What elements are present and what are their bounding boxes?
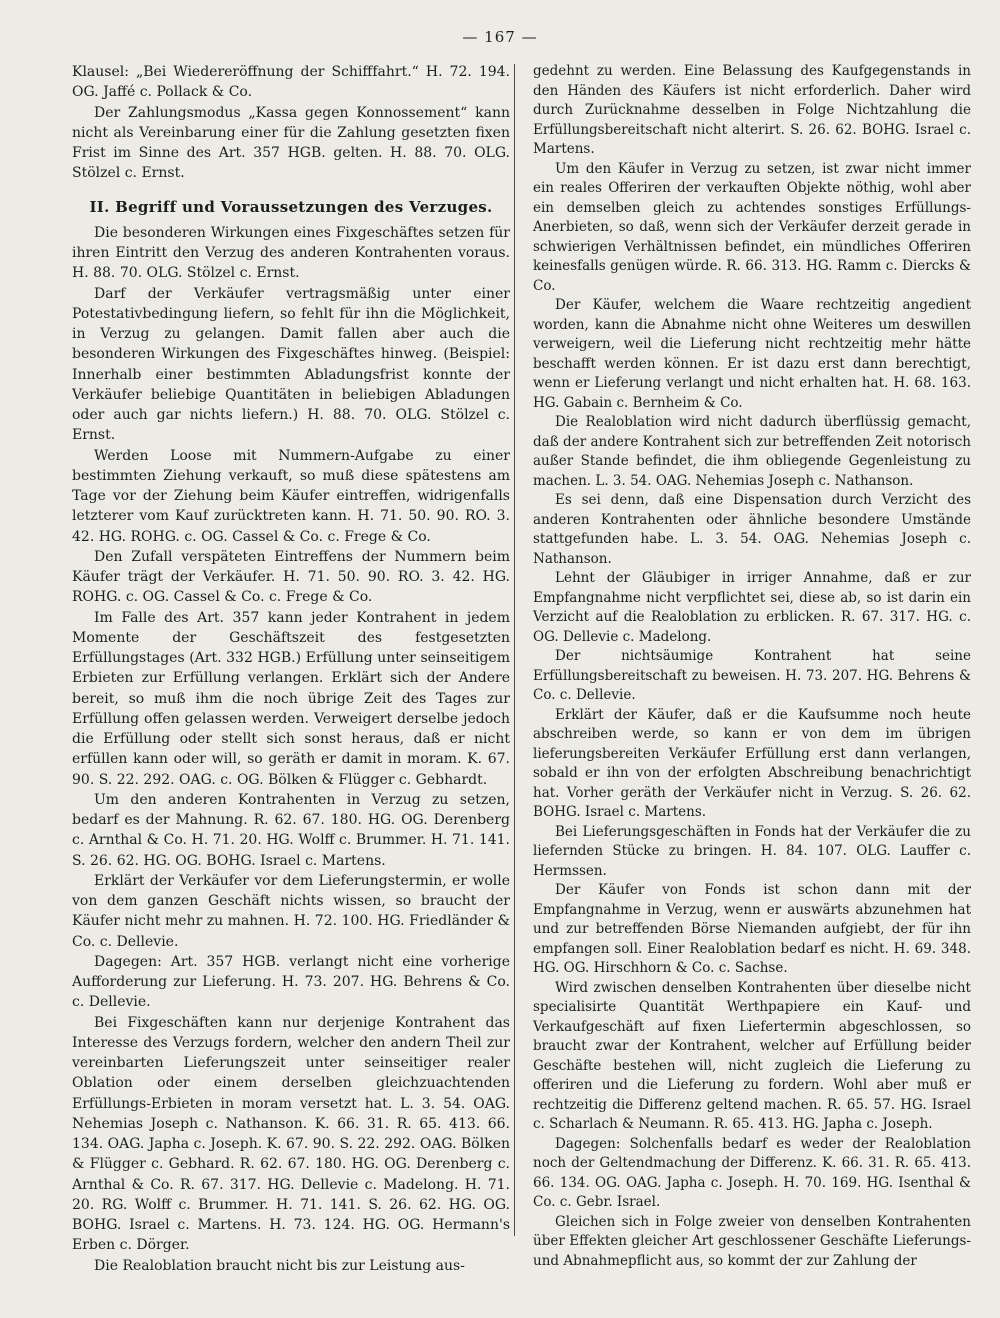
paragraph: Erklärt der Käufer, daß er die Kaufsumme noch heute abschreiben werde, so kann er von dem im übrigen lieferungsbereiten Verkäufer Erfüllung erst dann verlangen, sobald er ihn von der erfolgten Abschreibung benachrichtigt hat. Vorher geräth der Verkäufer nicht in Verzug. S. 26. 62. BOHG. Israel c. Martens. — [533, 706, 971, 820]
paragraph: gedehnt zu werden. Eine Belassung des Kaufgegenstands in den Händen des Käufers ist nicht erforderlich. Daher wird durch Zurücknahme desselben in Folge Nichtzahlung die Erfüllungsbereitschaft nicht alterirt. S. 26. 62. BOHG. Israel c. Martens. — [533, 63, 971, 157]
paragraph: Erklärt der Verkäufer vor dem Lieferungstermin, er wolle von dem ganzen Geschäft nichts wissen, so braucht der Käufer nicht mehr zu mahnen. H. 72. 100. HG. Friedländer & Co. c. Dellevie. — [72, 872, 510, 950]
paragraph: Um den Käufer in Verzug zu setzen, ist zwar nicht immer ein reales Offeriren der verkauften Objekte nöthig, wohl aber ein demselben gleich zu achtendes sonstiges Erfüllungs-Anerbieten, so daß, wenn sich der Verkäufer derzeit gerade in schwierigen Verhältnissen befindet, ein mündliches Offeriren keinesfalls genügen würde. R. 66. 313. HG. Ramm c. Diercks & Co. — [533, 160, 971, 294]
paragraph: Der nichtsäumige Kontrahent hat seine Erfüllungsbereitschaft zu beweisen. H. 73. 207. HG. Behrens & Co. c. Dellevie. — [533, 648, 971, 703]
left-column — [72, 62, 510, 1276]
paragraph: Im Falle des Art. 357 kann jeder Kontrahent in jedem Momente der Geschäftszeit des festgesetzten Erfüllungstages (Art. 332 HGB.) Erfüllung unter seinseitigem Erbieten zur Erfüllung verlangen. Erklärt sich der Andere bereit, so muß ihm die noch übrige Zeit des Tages zur Erfüllung offen gelassen werden. Verweigert derselbe jedoch die Erfüllung oder stellt sich sonst heraus, daß er nicht erfüllen kann oder will, so geräth er damit in moram. K. 67. 90. S. 22. 292. OAG. c. OG. Bölken & Flügger c. Gebhardt. — [72, 609, 510, 788]
intro-paragraph: Der Zahlungsmodus „Kassa gegen Konnossement“ kann nicht als Vereinbarung einer für die Zahlung gesetzten fixen Frist im Sinne des Art. 357 HGB. gelten. H. 88. 70. OLG. Stölzel c. Ernst. — [72, 104, 510, 182]
right-column — [533, 62, 971, 1271]
paragraph: Um den anderen Kontrahenten in Verzug zu setzen, bedarf es der Mahnung. R. 62. 67. 180. HG. OG. Derenberg c. Arnthal & Co. H. 71. 20. HG. Wolff c. Brummer. H. 71. 141. S. 26. 62. HG. OG. BOHG. Israel c. Martens. — [72, 791, 510, 869]
intro-paragraph: Klausel: „Bei Wiedereröffnung der Schifffahrt.“ H. 72. 194. OG. Jaffé c. Pollack & Co. — [72, 64, 510, 101]
paragraph: Gleichen sich in Folge zweier von denselben Kontrahenten über Effekten gleicher Art geschlossener Geschäfte Lieferungs- und Abnahmepflicht aus, so kommt der zur Zahlung der — [533, 1213, 971, 1269]
paragraph: Bei Lieferungsgeschäften in Fonds hat der Verkäufer die zu liefernden Stücke zu bringen. H. 84. 107. OLG. Lauffer c. Hermssen. — [533, 823, 971, 879]
paragraph: Lehnt der Gläubiger in irriger Annahme, daß er zur Empfangnahme nicht verpflichtet sei, diese ab, so ist darin ein Verzicht auf die Realoblation zu erblicken. R. 67. 317. HG. c. OG. Dellevie c. Madelong. — [533, 570, 971, 645]
paragraph: Es sei denn, daß eine Dispensation durch Verzicht des anderen Kontrahenten oder ähnliche besondere Umstände stattgefunden habe. L. 3. 54. OAG. Nehemias Joseph c. Nathanson. — [533, 492, 971, 567]
paragraph: Die Realoblation braucht nicht bis zur Leistung aus- — [94, 1257, 465, 1274]
paragraph: Dagegen: Solchenfalls bedarf es weder der Realoblation noch der Geltendmachung der Differenz. K. 66. 31. R. 65. 413. 66. 134. OG. OAG. Japha c. Joseph. H. 70. 169. HG. Isenthal & Co. c. Gebr. Israel. — [533, 1135, 971, 1210]
column-divider — [514, 64, 515, 1236]
paragraph: Werden Loose mit Nummern-Aufgabe zu einer bestimmten Ziehung verkauft, so muß diese spätestens am Tage vor der Ziehung beim Käufer eintreffen, widrigenfalls letzterer vom Kauf zurücktreten kann. H. 71. 50. 90. RO. 3. 42. HG. ROHG. c. OG. Cassel & Co. c. Frege & Co. — [72, 447, 510, 545]
paragraph: Bei Fixgeschäften kann nur derjenige Kontrahent das Interesse des Verzugs fordern, welcher den andern Theil zur vereinbarten Lieferungszeit unter seinseitiger realer Oblation oder einem derselben gleichzuachtenden Erfüllungs-Erbieten in moram versetzt hat. L. 3. 54. OAG. Nehemias Joseph c. Nathanson. K. 66. 31. R. 65. 413. 66. 134. OAG. Japha c. Joseph. K. 67. 90. S. 22. 292. OAG. Bölken & Flügger c. Gebhard. R. 62. 67. 180. HG. OG. Derenberg c. Arnthal & Co. R. 67. 317. HG. Dellevie c. Madelong. H. 71. 20. RG. Wolff c. Brummer. H. 71. 141. S. 26. 62. HG. OG. BOHG. Israel c. Martens. H. 73. 124. HG. OG. Hermann's Erben c. Dörger. — [72, 1014, 510, 1254]
section-heading: II. Begriff und Voraussetzungen des Verzuges. — [89, 197, 493, 216]
paragraph: Darf der Verkäufer vertragsmäßig unter einer Potestativbedingung liefern, so fehlt für ihn die Möglichkeit, in Verzug zu gelangen. Damit fallen aber auch die besonderen Wirkungen des Fixgeschäftes hinweg. (Beispiel: Innerhalb einer bestimmten Abladungsfrist konnte der Verkäufer beliebige Quantitäten in beliebigen Abladungen oder auch gar nichts liefern.) H. 88. 70. OLG. Stölzel c. Ernst. — [72, 285, 510, 444]
paragraph: Den Zufall verspäteten Eintreffens der Nummern beim Käufer trägt der Verkäufer. H. 71. 50. 90. RO. 3. 42. HG. ROHG. c. OG. Cassel & Co. c. Frege & Co. — [72, 548, 510, 606]
paragraph: Wird zwischen denselben Kontrahenten über dieselbe nicht specialisirte Quantität Werthpapiere ein Kauf- und Verkaufgeschäft auf fixen Liefertermin abgeschlossen, so braucht zwar der Kontrahent, welcher auf Erfüllung beider Geschäfte bestehen will, nicht zugleich die Lieferung zu offeriren und die Lieferung zu fordern. Wohl aber muß er rechtzeitig die Differenz geltend machen. R. 65. 57. HG. Israel c. Scharlach & Neumann. R. 65. 413. HG. Japha c. Joseph. — [533, 979, 971, 1132]
paragraph: Die besonderen Wirkungen eines Fixgeschäftes setzen für ihren Eintritt den Verzug des anderen Kontrahenten voraus. H. 88. 70. OLG. Stölzel c. Ernst. — [72, 224, 510, 282]
paragraph: Dagegen: Art. 357 HGB. verlangt nicht eine vorherige Aufforderung zur Lieferung. H. 73. 207. HG. Behrens & Co. c. Dellevie. — [72, 953, 510, 1011]
page-number: — 167 — — [462, 28, 538, 46]
paragraph: Der Käufer von Fonds ist schon dann mit der Empfangnahme in Verzug, wenn er auswärts abzunehmen hat und zur betreffenden Börse Niemanden aufgiebt, der für ihn empfangen soll. Einer Realoblation bedarf es nicht. H. 69. 348. HG. OG. Hirschhorn & Co. c. Sachse. — [533, 882, 971, 976]
paragraph: Die Realoblation wird nicht dadurch überflüssig gemacht, daß der andere Kontrahent sich zur betreffenden Zeit notorisch außer Stande befindet, die ihm obliegende Gegenleistung zu machen. L. 3. 54. OAG. Nehemias Joseph c. Nathanson. — [533, 414, 971, 489]
paragraph: Der Käufer, welchem die Waare rechtzeitig angedient worden, kann die Abnahme nicht ohne Weiteres um deswillen verweigern, weil die Lieferung nicht rechtzeitig mehr hätte beschafft werden können. Er ist dazu erst dann berechtigt, wenn er Lieferung verlangt und nicht erhalten hat. H. 68. 163. HG. Gabain c. Bernheim & Co. — [533, 297, 971, 411]
